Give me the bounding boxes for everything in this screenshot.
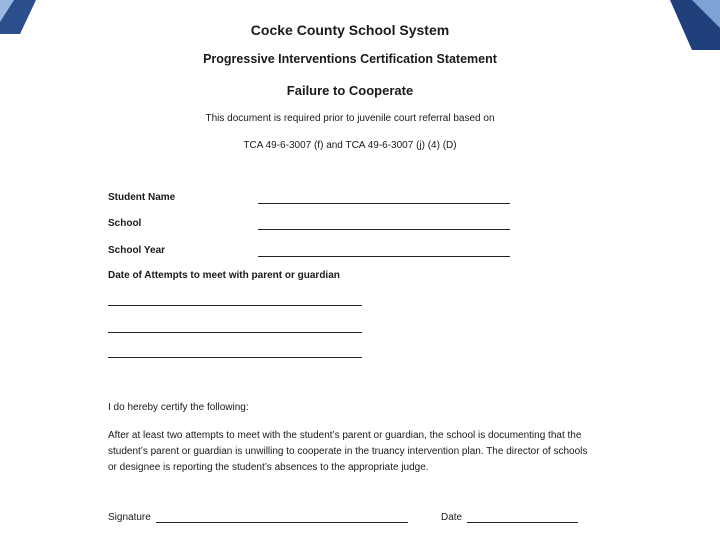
student-name-label: Student Name — [108, 192, 176, 203]
school-year-field[interactable] — [258, 256, 510, 257]
school-field[interactable] — [258, 229, 510, 230]
signature-field[interactable] — [156, 522, 408, 523]
certification-body: After at least two attempts to meet with the student’s parent or guardian, the school is documenting that the student’s parent or guardian is unwilling to cooperate in the truancy intervention plan. The director of schools or designee is reporting the student’s absences to the appropriate judge. — [108, 430, 588, 473]
certify-heading: I do hereby certify the following: — [108, 402, 249, 413]
statute-reference: TCA 49-6-3007 (f) and TCA 49-6-3007 (j) (4) (D) — [243, 140, 457, 151]
attempts-label: Date of Attempts to meet with parent or guardian — [108, 270, 340, 281]
document-title: Progressive Interventions Certification Statement — [203, 52, 497, 66]
student-name-field[interactable] — [258, 203, 510, 204]
attempt-date-field-1[interactable] — [108, 305, 362, 306]
requirement-text: This document is required prior to juvenile court referral based on — [205, 113, 495, 124]
date-field[interactable] — [467, 522, 578, 523]
org-name: Cocke County School System — [250, 22, 450, 38]
school-year-label: School Year — [108, 245, 166, 256]
attempt-date-field-3[interactable] — [108, 357, 362, 358]
attempt-date-field-2[interactable] — [108, 332, 362, 333]
school-label: School — [108, 218, 142, 229]
signature-label: Signature — [108, 512, 151, 523]
document-subtitle: Failure to Cooperate — [286, 83, 414, 98]
date-label: Date — [441, 512, 463, 523]
